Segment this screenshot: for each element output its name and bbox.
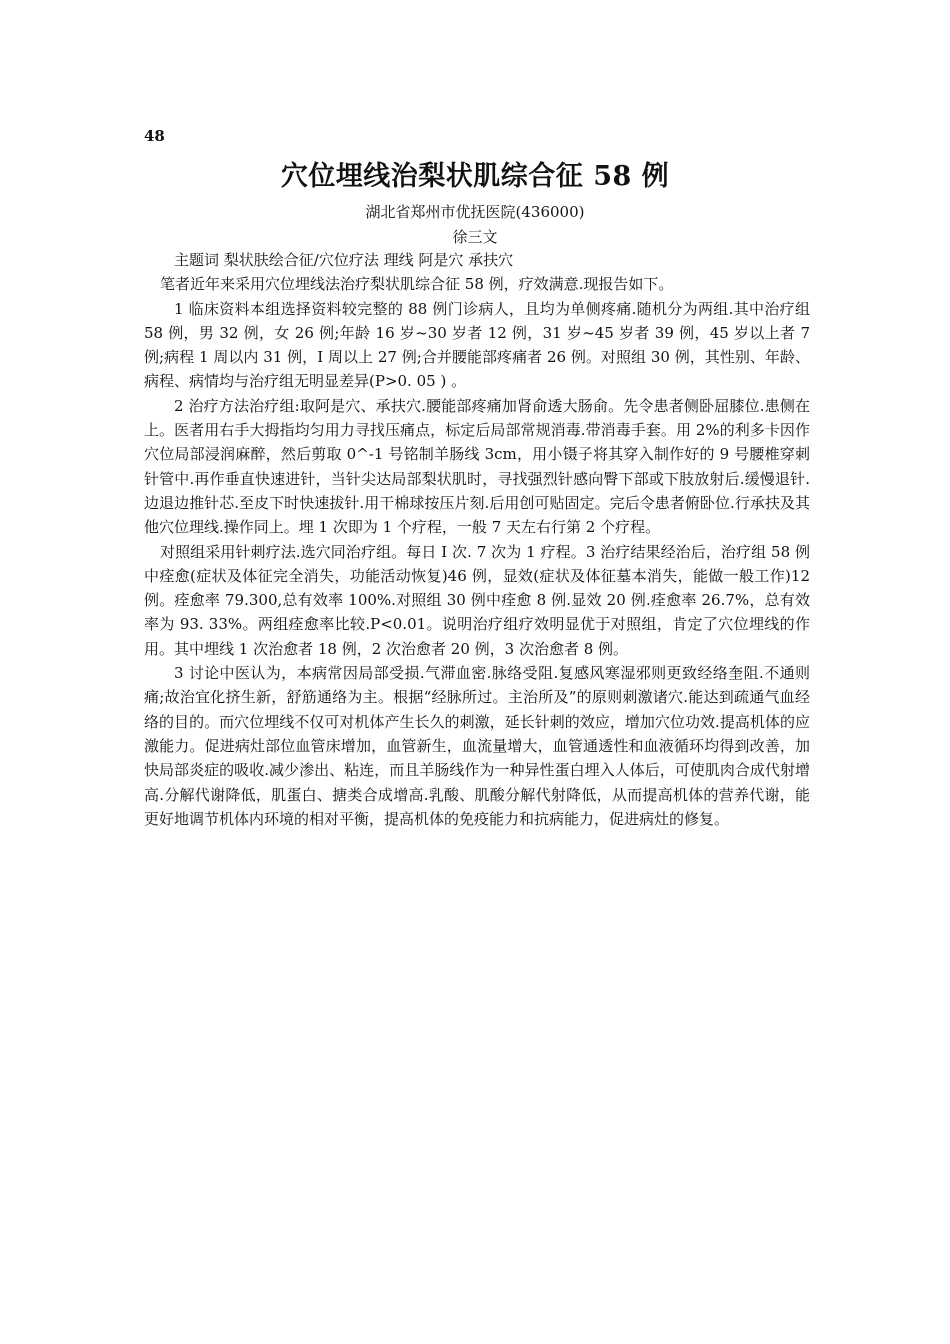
author-name: 徐三文 — [452, 228, 498, 246]
article-body — [144, 248, 810, 831]
clinical-data-paragraph: 1 临床资料本组选择资料较完整的 88 例门诊病人，且均为单侧疼痛.随机分为两组.其中治疗组 58 例，男 32 例，女 26 例;年龄 16 岁~30 岁者 12 例，31 岁~45 岁者 39 例，45 岁以上者 7 例;病程 1 周以内 31 例，I 周以上 27 例;合并腰能部疼痛者 26 例。对照组 30 例，其性别、年龄、病程、病情均与治疗组无明显差异(P>0. 05 ) 。 — [144, 299, 810, 391]
page-number: 48 — [144, 127, 165, 145]
intro-paragraph: 笔者近年来采用穴位埋线法治疗梨状肌综合征 58 例，疗效满意.现报告如下。 — [160, 275, 674, 294]
treatment-paragraph: 2 治疗方法治疗组:取阿是穴、承扶穴.腰能部疼痛加肾俞透大肠俞。先令患者侧卧屈膝位.患侧在上。医者用右手大拇指均匀用力寻找压痛点，标定后局部常规消毒.带消毒手套。用 2%的利多卡因作穴位局部浸润麻醉，然后剪取 0^-1 号铭制羊肠线 3cm，用小镊子将其穿入制作好的 9 号腰椎穿刺针管中.再作垂直快速进针，当针尖达局部梨状肌时，寻找强烈针感向臀下部或下肢放射后.缓慢退针.边退边推针芯.至皮下时快速拔针.用干棉球按压片刻.后用创可贴固定。完后令患者俯卧位.行承扶及其他穴位理线.操作同上。埋 1 次即为 1 个疗程，一般 7 天左右行第 2 个疗程。 — [144, 396, 810, 537]
discussion-paragraph: 3 讨论中医认为，本病常因局部受损.气滞血密.脉络受阻.复感风寒湿邪则更致经络奎阻.不通则痛;故治宜化挤生新，舒筋通络为主。根据“经脉所过。主治所及”的原则刺激诸穴.能达到疏通气血经络的目的。而穴位埋线不仅可对机体产生长久的刺激，延长针刺的效应，增加穴位功效.提高机体的应激能力。促进病灶部位血管床增加，血管新生，血流量增大，血管通透性和血液循环均得到改善，加快局部炎症的吸收.减少渗出、粘连，而且羊肠线作为一种异性蛋白埋入人体后，可使肌肉合成代射增高.分解代谢降低，肌蛋白、搪类合成增高.乳酸、肌酸分解代射降低，从而提高机体的营养代谢，能更好地调节机体内环境的相对平衡，提高机体的免疫能力和抗病能力，促进病灶的修复。 — [144, 664, 810, 828]
article-title: 穴位埋线治梨状肌综合征 58 例 — [280, 161, 670, 192]
results-paragraph: 对照组采用针刺疗法.选穴同治疗组。每日 I 次. 7 次为 1 疗程。3 治疗结果经治后，治疗组 58 例中痊愈(症状及体征完全消失，功能活动恢复)46 例，显效(症状及体征墓本消失，能做一般工作)12 例。痊愈率 79.300,总有效率 100%.对照组 30 例中痊愈 8 例.显效 20 例.痊愈率 26.7%，总有效率为 93. 33%。两组痊愈率比较.P<0.01。说明治疗组疗效明显优于对照组，肯定了穴位埋线的作用。其中埋线 1 次治愈者 18 例，2 次治愈者 20 例，3 次治愈者 8 例。 — [144, 542, 810, 658]
keywords-line: 主题词 梨状肤绘合征/穴位疗法 理线 阿是穴 承扶穴 — [174, 251, 514, 269]
author-affiliation: 湖北省郑州市优抚医院(436000) — [365, 203, 585, 221]
